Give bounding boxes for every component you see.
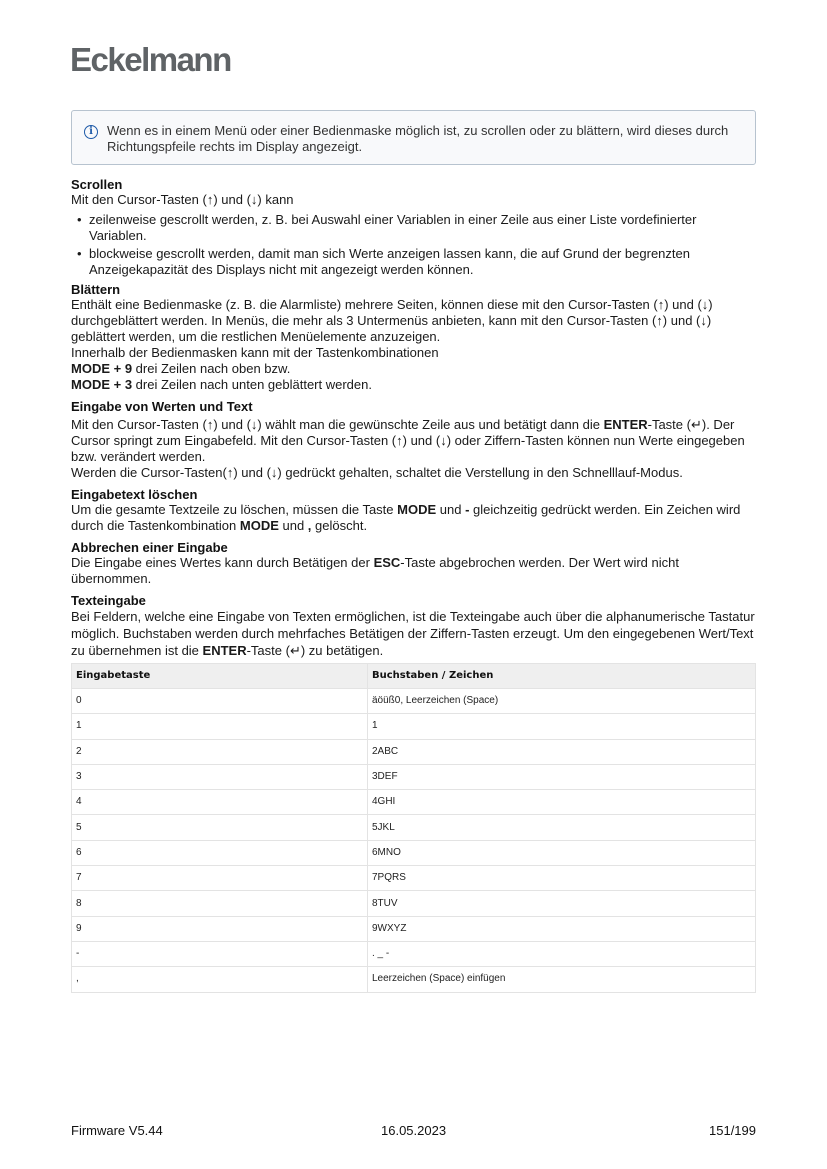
table-row — [72, 689, 756, 714]
chars-cell: Leerzeichen (Space) einfügen — [368, 967, 756, 992]
key-combo: MODE + 3 — [71, 377, 133, 392]
chars-cell: 2ABC — [368, 739, 756, 764]
key-combo-line: MODE + 9 drei Zeilen nach oben bzw. — [71, 361, 291, 376]
column-header-zeichen: Buchstaben / Zeichen — [368, 664, 756, 689]
key-cell: 1 — [72, 714, 368, 739]
chars-cell: 9WXYZ — [368, 916, 756, 941]
table-row — [72, 714, 756, 739]
chars-cell: 1 — [368, 714, 756, 739]
chars-cell: 6MNO — [368, 840, 756, 865]
section-text: Um die gesamte Textzeile zu löschen, müssen die Taste MODE und - gleichzeitig gedrückt werden. Ein Zeichen wird durch die Tastenkombination MODE und , gelöscht. — [71, 502, 741, 533]
section-text: Bei Feldern, welche eine Eingabe von Texten ermöglichen, ist die Texteingabe auch über die alphanumerische Tastatur möglich. Buchstaben werden durch mehrfaches Betätigen der Ziffern-Tasten erzeugt. Um den eingegebenen Wert/Text zu übernehmen ist die ENTER-Taste (↵) zu betätigen. — [71, 609, 755, 658]
key-cell: 8 — [72, 891, 368, 916]
key-combo: MODE + 9 — [71, 361, 133, 376]
section-text: Die Eingabe eines Wertes kann durch Betätigen der ESC-Taste abgebrochen werden. Der Wert wird nicht übernommen. — [71, 555, 679, 586]
section-text: Werden die Cursor-Tasten(↑) und (↓) gedrückt gehalten, schaltet die Verstellung in den Schnelllauf-Modus. — [71, 465, 683, 480]
table-row — [72, 891, 756, 916]
section-title: Scrollen — [71, 177, 123, 192]
scroll-options-list — [71, 212, 756, 278]
section-title: Eingabe von Werten und Text — [71, 399, 253, 414]
section-blaettern — [71, 282, 756, 393]
section-eingabe — [71, 399, 756, 481]
section-intro: Mit den Cursor-Tasten (↑) und (↓) kann — [71, 192, 294, 207]
key-cell: 7 — [72, 866, 368, 891]
key-cell: 3 — [72, 764, 368, 789]
section-title: Eingabetext löschen — [71, 487, 198, 502]
section-title: Texteingabe — [71, 593, 146, 608]
chars-cell: 4GHI — [368, 790, 756, 815]
section-abbrechen — [71, 540, 756, 587]
chars-cell: 7PQRS — [368, 866, 756, 891]
section-title: Blättern — [71, 282, 121, 297]
section-texteingabe — [71, 593, 756, 659]
section-loeschen — [71, 487, 756, 534]
info-icon: i — [84, 125, 98, 139]
eckelmann-logo: Eckelmann — [70, 41, 231, 78]
section-title: Abbrechen einer Eingabe — [71, 540, 228, 555]
table-row — [72, 941, 756, 966]
enter-key-icon: ↵ — [289, 643, 301, 658]
table-row — [72, 815, 756, 840]
section-text: Innerhalb der Bedienmasken kann mit der Tastenkombinationen — [71, 345, 439, 360]
table-row — [72, 840, 756, 865]
enter-key-label: ENTER — [603, 417, 648, 432]
key-cell: 5 — [72, 815, 368, 840]
table-row — [72, 916, 756, 941]
key-cell: 2 — [72, 739, 368, 764]
page-number: 151/199 — [709, 1123, 756, 1138]
section-scrollen — [71, 177, 756, 278]
table-row — [72, 764, 756, 789]
enter-key-icon: ↵ — [690, 417, 702, 432]
info-note-text: Wenn es in einem Menü oder einer Bedienmaske möglich ist, zu scrollen oder zu blättern, wird dieses durch Richtungspfeile rechts im Display angezeigt. — [107, 123, 729, 154]
table-row — [72, 790, 756, 815]
enter-key-label: ENTER — [202, 643, 247, 658]
key-cell: 9 — [72, 916, 368, 941]
key-cell: - — [72, 941, 368, 966]
document-date: 16.05.2023 — [381, 1123, 447, 1138]
chars-cell: 8TUV — [368, 891, 756, 916]
esc-key-label: ESC — [373, 555, 401, 570]
key-cell: , — [72, 967, 368, 992]
table-row — [72, 967, 756, 992]
chars-cell: 3DEF — [368, 764, 756, 789]
page-content — [71, 110, 756, 993]
section-text: Mit den Cursor-Tasten (↑) und (↓) wählt man die gewünschte Zeile aus und betätigt dann die ENTER-Taste (↵). Der Cursor springt zum Eingabefeld. Mit den Cursor-Tasten (↑) und (↓) oder Ziffern-Tasten können nun Werte eingegeben bzw. verändert werden. — [71, 417, 745, 464]
list-item: • blockweise gescrollt werden, damit man sich Werte anzeigen lassen kann, die auf Grund der begrenzten Anzeigekapazität des Displays nicht mit angezeigt werden können. — [71, 246, 756, 278]
chars-cell: . _ - — [368, 941, 756, 966]
key-mapping-table — [71, 663, 756, 993]
table-row — [72, 739, 756, 764]
key-combo-line: MODE + 3 drei Zeilen nach unten geblättert werden. — [71, 377, 372, 392]
section-text: Enthält eine Bedienmaske (z. B. die Alarmliste) mehrere Seiten, können diese mit den Cursor-Tasten (↑) und (↓) durchgeblättert werden. In Menüs, die mehr als 3 Untermenüs anbieten, kann mit den Cursor-Tasten (↑) und (↓) geblättert werden, um die restlichen Menüelemente anzuzeigen. — [71, 297, 713, 344]
key-cell: 4 — [72, 790, 368, 815]
key-cell: 6 — [72, 840, 368, 865]
firmware-version: Firmware V5.44 — [71, 1123, 163, 1138]
list-item: • zeilenweise gescrollt werden, z. B. bei Auswahl einer Variablen in einer Zeile aus einer Liste vordefinierter Variablen. — [71, 212, 756, 244]
key-cell: 0 — [72, 689, 368, 714]
info-note — [71, 110, 756, 165]
table-header-row — [72, 664, 756, 689]
column-header-eingabetaste: Eingabetaste — [72, 664, 368, 689]
chars-cell: 5JKL — [368, 815, 756, 840]
chars-cell: äöüß0, Leerzeichen (Space) — [368, 689, 756, 714]
table-row — [72, 866, 756, 891]
page-footer — [71, 1123, 756, 1139]
